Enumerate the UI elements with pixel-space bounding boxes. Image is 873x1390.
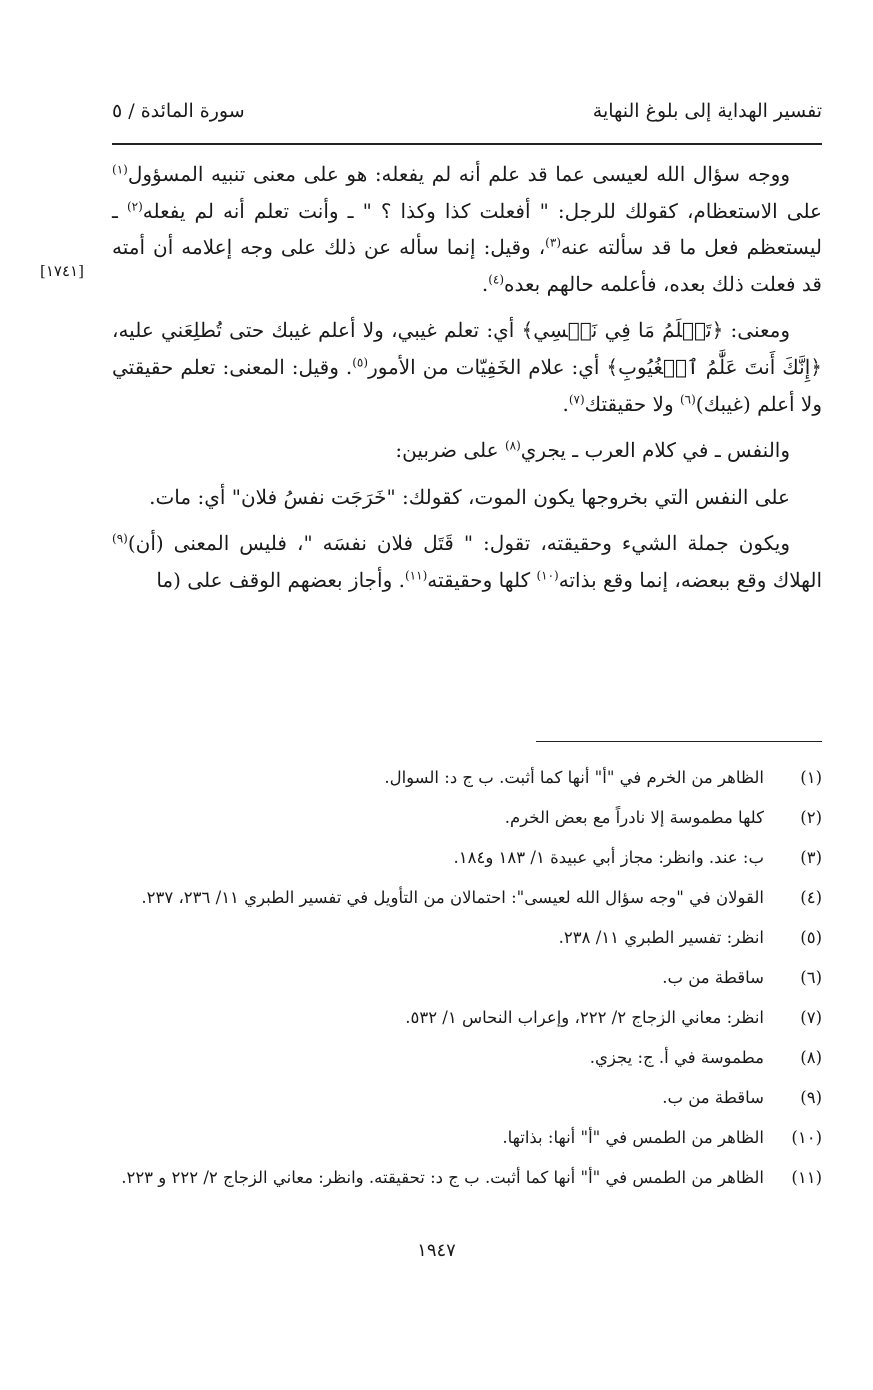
footnote-text: الظاهر من الخرم في "أ" أنها كما أثبت. ب ج د: السوال. xyxy=(384,768,764,787)
text-segment: الهلاك وقع ببعضه، إنما وقع بذاته xyxy=(558,567,822,592)
footnote-number: (٥) xyxy=(800,928,822,947)
footnote-ref[interactable]: (١) xyxy=(112,162,128,177)
footnote xyxy=(120,844,822,871)
footnote-ref[interactable]: (٨) xyxy=(504,438,521,453)
footnote-number: (١١) xyxy=(791,1168,822,1187)
footnote xyxy=(120,1124,822,1151)
footnote xyxy=(120,964,822,991)
footnote-text: ساقطة من ب. xyxy=(662,1088,764,1107)
footnote-ref[interactable]: (١٠) xyxy=(536,568,559,583)
footnote xyxy=(120,924,822,951)
footnote-number: (٢) xyxy=(800,808,822,827)
paragraph xyxy=(112,525,822,598)
text-segment: ويكون جملة الشيء وحقيقته، تقول: " قَتَل فلان نفسَه "، فليس المعنى (أن) xyxy=(127,531,790,556)
footnote xyxy=(120,1004,822,1031)
footnote-number: (٨) xyxy=(800,1048,822,1067)
footnote-ref[interactable]: (٥) xyxy=(352,355,369,370)
footnote xyxy=(120,804,822,831)
footnote xyxy=(120,1084,822,1111)
footnote xyxy=(120,1044,822,1071)
text-segment: على الاستعظام، كقولك للرجل: " أفعلت كذا وكذا ؟ " ـ وأنت تعلم أنه لم يفعله xyxy=(142,198,822,223)
surah-label: سورة المائدة / ٥ xyxy=(112,100,245,122)
footnotes-separator xyxy=(536,741,822,742)
footnote xyxy=(120,1164,822,1191)
footnote-ref[interactable]: (٤) xyxy=(488,272,505,287)
footnote-text: ساقطة من ب. xyxy=(662,968,764,987)
page-number: ١٩٤٧ xyxy=(417,1240,456,1261)
footnote-number: (١) xyxy=(800,768,822,787)
header-rule xyxy=(112,143,822,145)
text-segment: ولا حقيقتك xyxy=(584,391,680,416)
footnote-ref[interactable]: (٧) xyxy=(568,391,585,406)
footnote-number: (٧) xyxy=(800,1008,822,1027)
footnote-number: (١٠) xyxy=(791,1128,822,1147)
footnotes xyxy=(120,764,822,1204)
running-header xyxy=(112,100,822,140)
footnote-ref[interactable]: (٢) xyxy=(126,198,143,213)
footnote-text: الظاهر من الطمس في "أ" أنها: بذاتها. xyxy=(502,1128,764,1147)
footnote-number: (٦) xyxy=(800,968,822,987)
text-segment: . وأجاز بعضهم الوقف على (ما xyxy=(156,567,405,592)
text-segment: . وقيل: المعنى: تعلم حقيقتي ولا أعلم (غيبك) xyxy=(112,354,822,416)
text-segment: كلها وحقيقته xyxy=(427,567,537,592)
footnote-number: (٩) xyxy=(800,1088,822,1107)
footnote-text: انظر: تفسير الطبري ١١/ ٢٣٨. xyxy=(558,928,764,947)
footnote-text: كلها مطموسة إلا نادراً مع بعض الخرم. xyxy=(504,808,764,827)
paragraph xyxy=(112,156,822,302)
footnote-text: مطموسة في أ. ج: يجزي. xyxy=(589,1048,764,1067)
footnote-text: انظر: معاني الزجاج ٢/ ٢٢٢، وإعراب النحاس ١/ ٥٣٢. xyxy=(405,1008,764,1027)
text-segment: . xyxy=(481,271,489,296)
text-segment: ومعنى: ﴿تَعۡلَمُ مَا فِي نَفۡسِي﴾ أي: تعلم غيبي، ولا أعلم غيبك حتى تُطلِعَني عليه، ﴿إِنَّكَ أَنتَ عَلَّٰمُ ٱلۡغُيُوبِ﴾ أي: علام الخَفِيّات من الأمور xyxy=(112,318,822,379)
paragraph xyxy=(112,432,822,469)
footnote-number: (٤) xyxy=(800,888,822,907)
footnote xyxy=(120,764,822,791)
footnote xyxy=(120,884,822,911)
book-title: تفسير الهداية إلى بلوغ النهاية xyxy=(592,100,822,122)
text-segment: . xyxy=(562,391,569,416)
paragraph xyxy=(112,479,822,516)
footnote-text: القولان في "وجه سؤال الله لعيسى": احتمالان من التأويل في تفسير الطبري ١١/ ٢٣٦، ٢٣٧. xyxy=(141,888,764,907)
footnote-number: (٣) xyxy=(800,848,822,867)
footnote-ref[interactable]: (٦) xyxy=(679,391,696,406)
text-segment: ووجه سؤال الله لعيسى عما قد علم أنه لم يفعله: هو على معنى تنبيه المسؤول xyxy=(127,162,790,186)
footnote-text: الظاهر من الطمس في "أ" أنها كما أثبت. ب ج د: تحقيقته. وانظر: معاني الزجاج ٢/ ٢٢٢ و ٢٢٣. xyxy=(121,1168,764,1187)
paragraph xyxy=(112,312,822,422)
footnote-ref[interactable]: (١١) xyxy=(404,568,428,583)
text-segment: ، وقيل: إنما سأله عن ذلك على وجه إعلامه أن أمته قد فعلت ذلك بعده، فأعلمه حالهم بعده xyxy=(112,235,822,296)
footnote-ref[interactable]: (٩) xyxy=(112,531,128,546)
footnote-text: ب: عند. وانظر: مجاز أبي عبيدة ١/ ١٨٣ و١٨٤. xyxy=(453,848,764,867)
text-segment: ـ ليستعظم فعل ما قد سألته عنه xyxy=(112,198,822,260)
footnote-ref[interactable]: (٣) xyxy=(545,235,561,250)
text-segment: والنفس ـ في كلام العرب ـ يجري xyxy=(520,438,790,463)
text-segment: على ضربين: xyxy=(395,438,505,463)
main-text xyxy=(112,156,822,609)
manuscript-folio-marker: [١٧٤١] xyxy=(40,262,84,280)
text-segment: على النفس التي بخروجها يكون الموت، كقولك: "خَرَجَت نفسُ فلان" أي: مات. xyxy=(149,484,790,509)
